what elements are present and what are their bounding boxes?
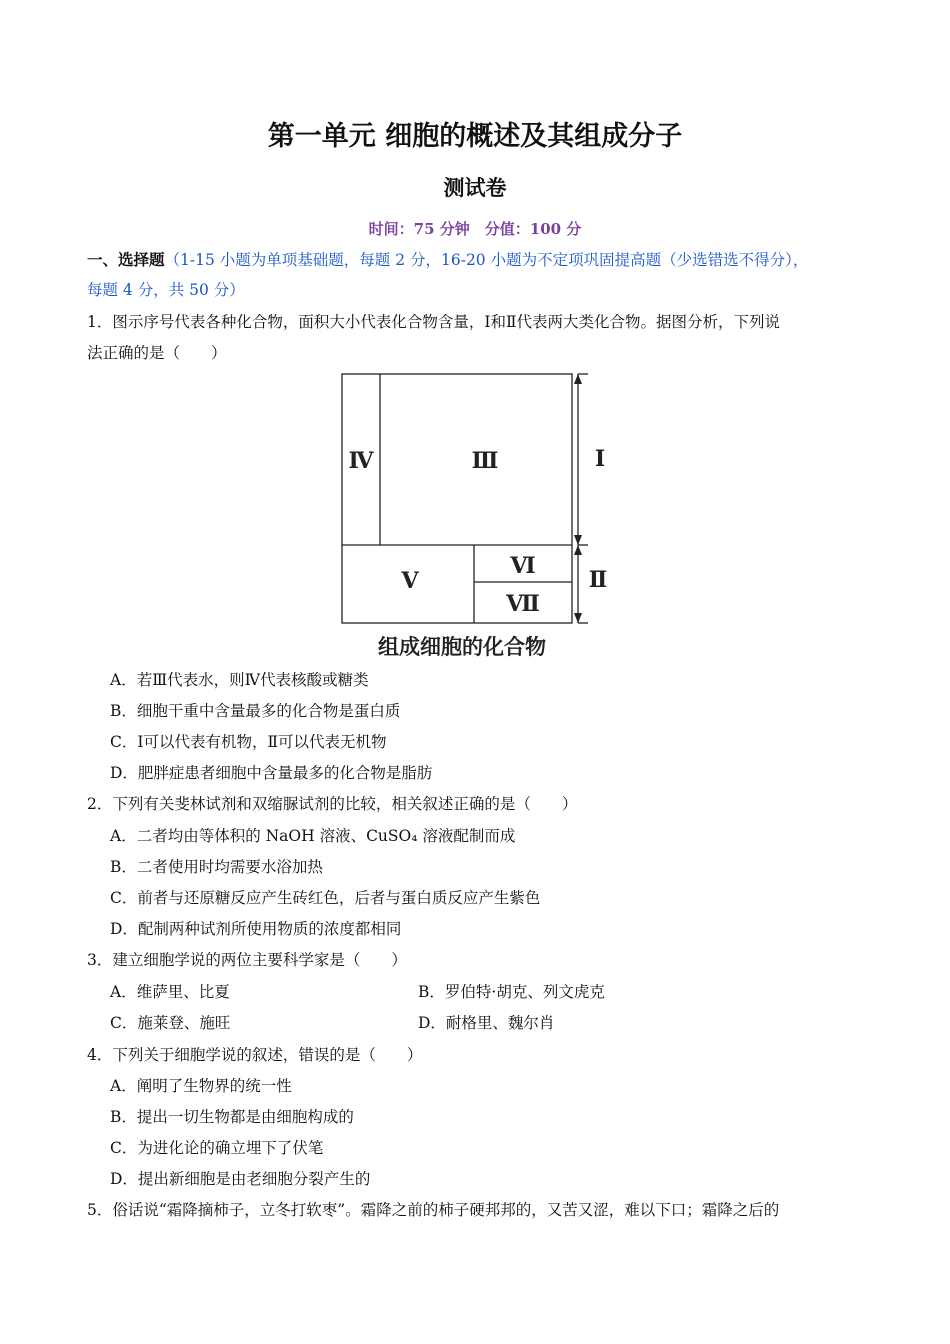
label-vii: Ⅶ — [506, 591, 540, 617]
document-title: 第一单元 细胞的概述及其组成分子 — [267, 121, 683, 152]
label-vi: Ⅵ — [510, 553, 536, 579]
question-1-stem: 1．图示序号代表各种化合物，面积大小代表化合物含量，Ⅰ和Ⅱ代表两大类化合物。据图分析，下列说 — [87, 313, 781, 331]
diagram-caption: 组成细胞的化合物 — [378, 634, 546, 659]
question-4-option-a: A．阐明了生物界的统一性 — [110, 1077, 292, 1095]
arrowhead-icon — [574, 374, 582, 384]
question-1-stem-cont: 法正确的是（ ） — [87, 344, 227, 362]
question-1-option-c: C．Ⅰ可以代表有机物，Ⅱ可以代表无机物 — [110, 733, 387, 751]
question-1-option-a: A．若Ⅲ代表水，则Ⅳ代表核酸或糖类 — [110, 671, 369, 689]
question-2-stem: 2．下列有关斐林试剂和双缩脲试剂的比较，相关叙述正确的是（ ） — [87, 795, 578, 813]
question-3-option-b: B．罗伯特·胡克、列文虎克 — [418, 983, 605, 1001]
section-heading: 一、选择题 — [87, 250, 165, 269]
arrowhead-icon — [574, 535, 582, 545]
question-2-option-a: A．二者均由等体积的 NaOH 溶液、CuSO₄ 溶液配制而成 — [110, 827, 516, 845]
question-3-stem: 3．建立细胞学说的两位主要科学家是（ ） — [87, 951, 407, 969]
question-3-option-a: A．维萨里、比夏 — [110, 983, 230, 1001]
diagram-outer-box — [342, 374, 572, 623]
question-4-option-c: C．为进化论的确立埋下了伏笔 — [110, 1139, 324, 1157]
question-1-option-d: D．肥胖症患者细胞中含量最多的化合物是脂肪 — [110, 764, 433, 782]
question-2-option-c: C．前者与还原糖反应产生砖红色，后者与蛋白质反应产生紫色 — [110, 889, 541, 907]
label-i: Ⅰ — [594, 446, 606, 472]
label-iv: Ⅳ — [348, 448, 374, 474]
compounds-diagram — [330, 368, 620, 663]
label-ii: Ⅱ — [588, 567, 608, 593]
label-v: Ⅴ — [401, 568, 419, 594]
document-subtitle: 测试卷 — [443, 176, 507, 200]
question-4-option-b: B．提出一切生物都是由细胞构成的 — [110, 1108, 354, 1126]
question-3-option-c: C．施莱登、施旺 — [110, 1014, 231, 1032]
question-4-option-d: D．提出新细胞是由老细胞分裂产生的 — [110, 1170, 371, 1188]
section-note-cont: 每题 4 分，共 50 分） — [87, 281, 245, 299]
label-iii: Ⅲ — [471, 448, 499, 474]
question-2-option-b: B．二者使用时均需要水浴加热 — [110, 858, 323, 876]
question-2-option-d: D．配制两种试剂所使用物质的浓度都相同 — [110, 920, 402, 938]
exam-meta: 时间：75 分钟 分值：100 分 — [368, 220, 582, 238]
question-3-option-d: D．耐格里、魏尔肖 — [418, 1014, 555, 1032]
arrowhead-icon — [574, 613, 582, 623]
question-5-stem: 5．俗话说“霜降摘柿子，立冬打软枣”。霜降之前的柿子硬邦邦的，又苦又涩，难以下口；霜降之后的 — [87, 1201, 780, 1219]
arrowhead-icon — [574, 545, 582, 555]
question-4-stem: 4．下列关于细胞学说的叙述，错误的是（ ） — [87, 1046, 423, 1064]
section-note: （1-15 小题为单项基础题，每题 2 分，16-20 小题为不定项巩固提高题（少选错选不得分）， — [164, 251, 809, 269]
section-heading-line — [87, 250, 808, 270]
question-1-option-b: B．细胞干重中含量最多的化合物是蛋白质 — [110, 702, 401, 720]
